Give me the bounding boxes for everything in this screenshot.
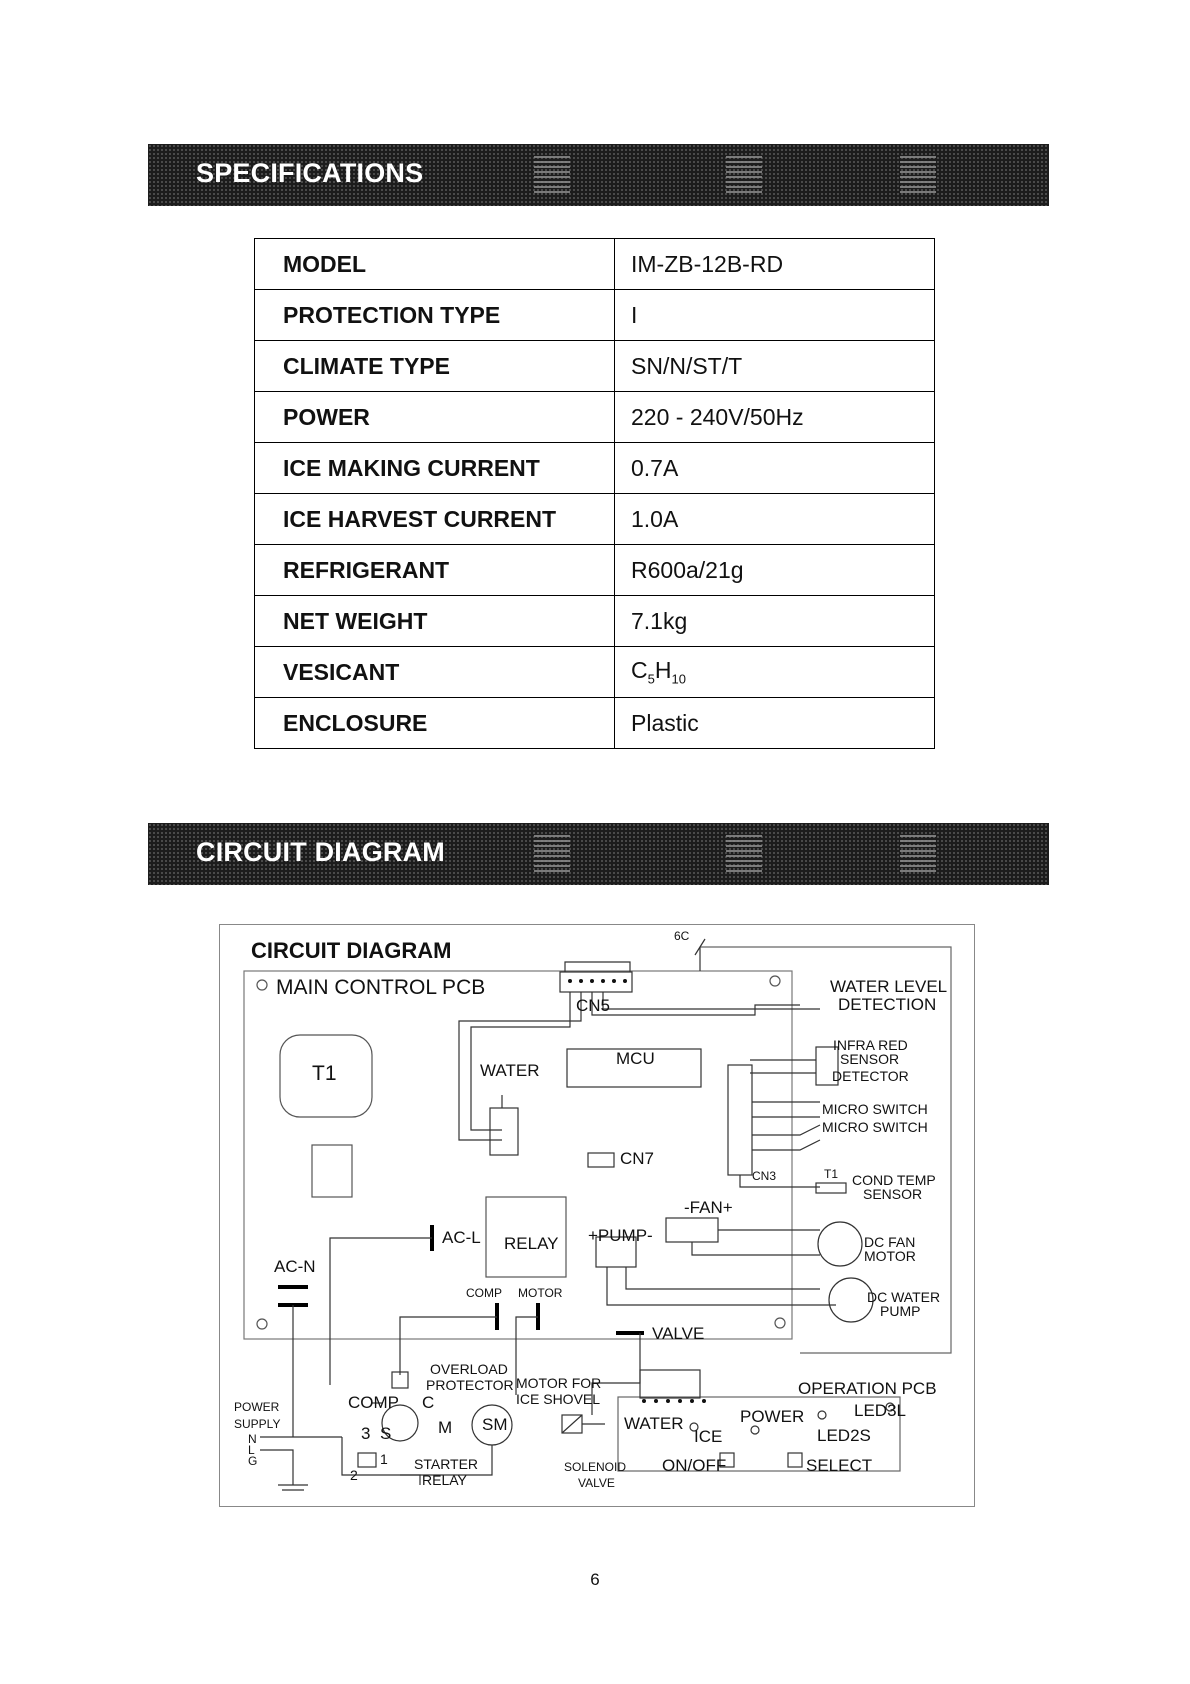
diagram-title: CIRCUIT DIAGRAM — [251, 938, 452, 963]
label-ac-l: AC-L — [442, 1228, 481, 1247]
table-row: ENCLOSURE Plastic — [255, 698, 935, 749]
label-t1-sensor: T1 — [824, 1167, 839, 1181]
label-operation-pcb: OPERATION PCB — [798, 1379, 937, 1398]
label-1: 1 — [380, 1451, 388, 1467]
label-dc-water: DC WATER — [867, 1289, 941, 1305]
label-s: S — [380, 1424, 392, 1443]
label-power-supply-1: POWER — [234, 1400, 280, 1414]
label-micro-switch-1: MICRO SWITCH — [822, 1101, 928, 1117]
label-cn3: CN3 — [752, 1169, 777, 1183]
label-n: N — [248, 1432, 257, 1446]
label-select: SELECT — [806, 1456, 873, 1475]
label-valve: VALVE — [652, 1324, 705, 1343]
label-t1: T1 — [312, 1062, 337, 1085]
label-on-off: ON/OFF — [662, 1456, 727, 1475]
label-detector: DETECTOR — [832, 1068, 909, 1084]
label-comp-conn: COMP — [466, 1286, 502, 1300]
label-g: G — [248, 1454, 258, 1468]
label-water: WATER — [480, 1061, 540, 1080]
table-row: MODEL IM-ZB-12B-RD — [255, 239, 935, 290]
label-3: 3 — [361, 1424, 371, 1443]
label-op-ice: ICE — [694, 1427, 723, 1446]
main-pcb-label: MAIN CONTROL PCB — [276, 976, 486, 999]
label-sensor: SENSOR — [840, 1051, 900, 1067]
label-ice-shovel: ICE SHOVEL — [516, 1391, 601, 1407]
circuit-diagram — [219, 924, 975, 1507]
table-row: ICE MAKING CURRENT 0.7A — [255, 443, 935, 494]
specifications-title: SPECIFICATIONS — [196, 158, 424, 188]
table-row: NET WEIGHT 7.1kg — [255, 596, 935, 647]
label-ac-n: AC-N — [274, 1257, 316, 1276]
label-pump: +PUMP- — [588, 1226, 653, 1245]
label-c: C — [422, 1393, 435, 1412]
table-row: POWER 220 - 240V/50Hz — [255, 392, 935, 443]
table-row: VESICANT $C_5H_{10}$ — [255, 647, 935, 698]
label-cn7: CN7 — [620, 1149, 655, 1168]
label-m: M — [438, 1418, 453, 1437]
circuit-diagram-title: CIRCUIT DIAGRAM — [196, 837, 445, 867]
label-fan: -FAN+ — [684, 1198, 733, 1217]
label-op-water: WATER — [624, 1414, 684, 1433]
label-valve2: VALVE — [578, 1476, 615, 1490]
label-micro-switch-2: MICRO SWITCH — [822, 1119, 928, 1135]
label-overload: OVERLOAD — [430, 1361, 508, 1377]
page-number: 6 — [590, 1570, 600, 1589]
label-2: 2 — [350, 1467, 358, 1483]
label-dc-fan: DC FAN — [864, 1234, 916, 1250]
circuit-diagram-header — [148, 823, 1049, 885]
label-detection: DETECTION — [838, 995, 937, 1014]
label-led3l: LED3L — [854, 1401, 906, 1420]
label-cond-temp: COND TEMP — [852, 1172, 936, 1188]
table-row: ICE HARVEST CURRENT 1.0A — [255, 494, 935, 545]
label-op-power: POWER — [740, 1407, 805, 1426]
label-protector: PROTECTOR — [426, 1377, 514, 1393]
label-comp: COMP — [348, 1393, 399, 1412]
label-l: L — [248, 1443, 255, 1457]
label-6c: 6C — [674, 929, 690, 943]
label-cond-sensor: SENSOR — [863, 1186, 923, 1202]
label-solenoid: SOLENOID — [564, 1460, 627, 1474]
label-relay: RELAY — [504, 1234, 559, 1253]
label-water-level: WATER LEVEL — [830, 977, 948, 996]
label-motor-conn: MOTOR — [518, 1286, 563, 1300]
label-motor-for: MOTOR FOR — [516, 1375, 602, 1391]
table-row: CLIMATE TYPE SN/N/ST/T — [255, 341, 935, 392]
label-relay2: RELAY — [422, 1472, 467, 1488]
label-water-pump: PUMP — [880, 1303, 921, 1319]
table-row: REFRIGERANT R600a/21g — [255, 545, 935, 596]
label-led2s: LED2S — [817, 1426, 871, 1445]
label-infra-red: INFRA RED — [833, 1037, 908, 1053]
vesicant-formula: $C_5H_{10}$ — [615, 647, 935, 698]
label-fan-motor: MOTOR — [864, 1248, 916, 1264]
label-cn5: CN5 — [576, 996, 611, 1015]
table-row: PROTECTION TYPE I — [255, 290, 935, 341]
label-power-supply-2: SUPPLY — [234, 1417, 281, 1431]
label-sm: SM — [482, 1415, 508, 1434]
specifications-header — [148, 144, 1049, 206]
specifications-table — [254, 238, 935, 749]
label-mcu: MCU — [616, 1049, 655, 1068]
label-starter: STARTER — [414, 1456, 479, 1472]
